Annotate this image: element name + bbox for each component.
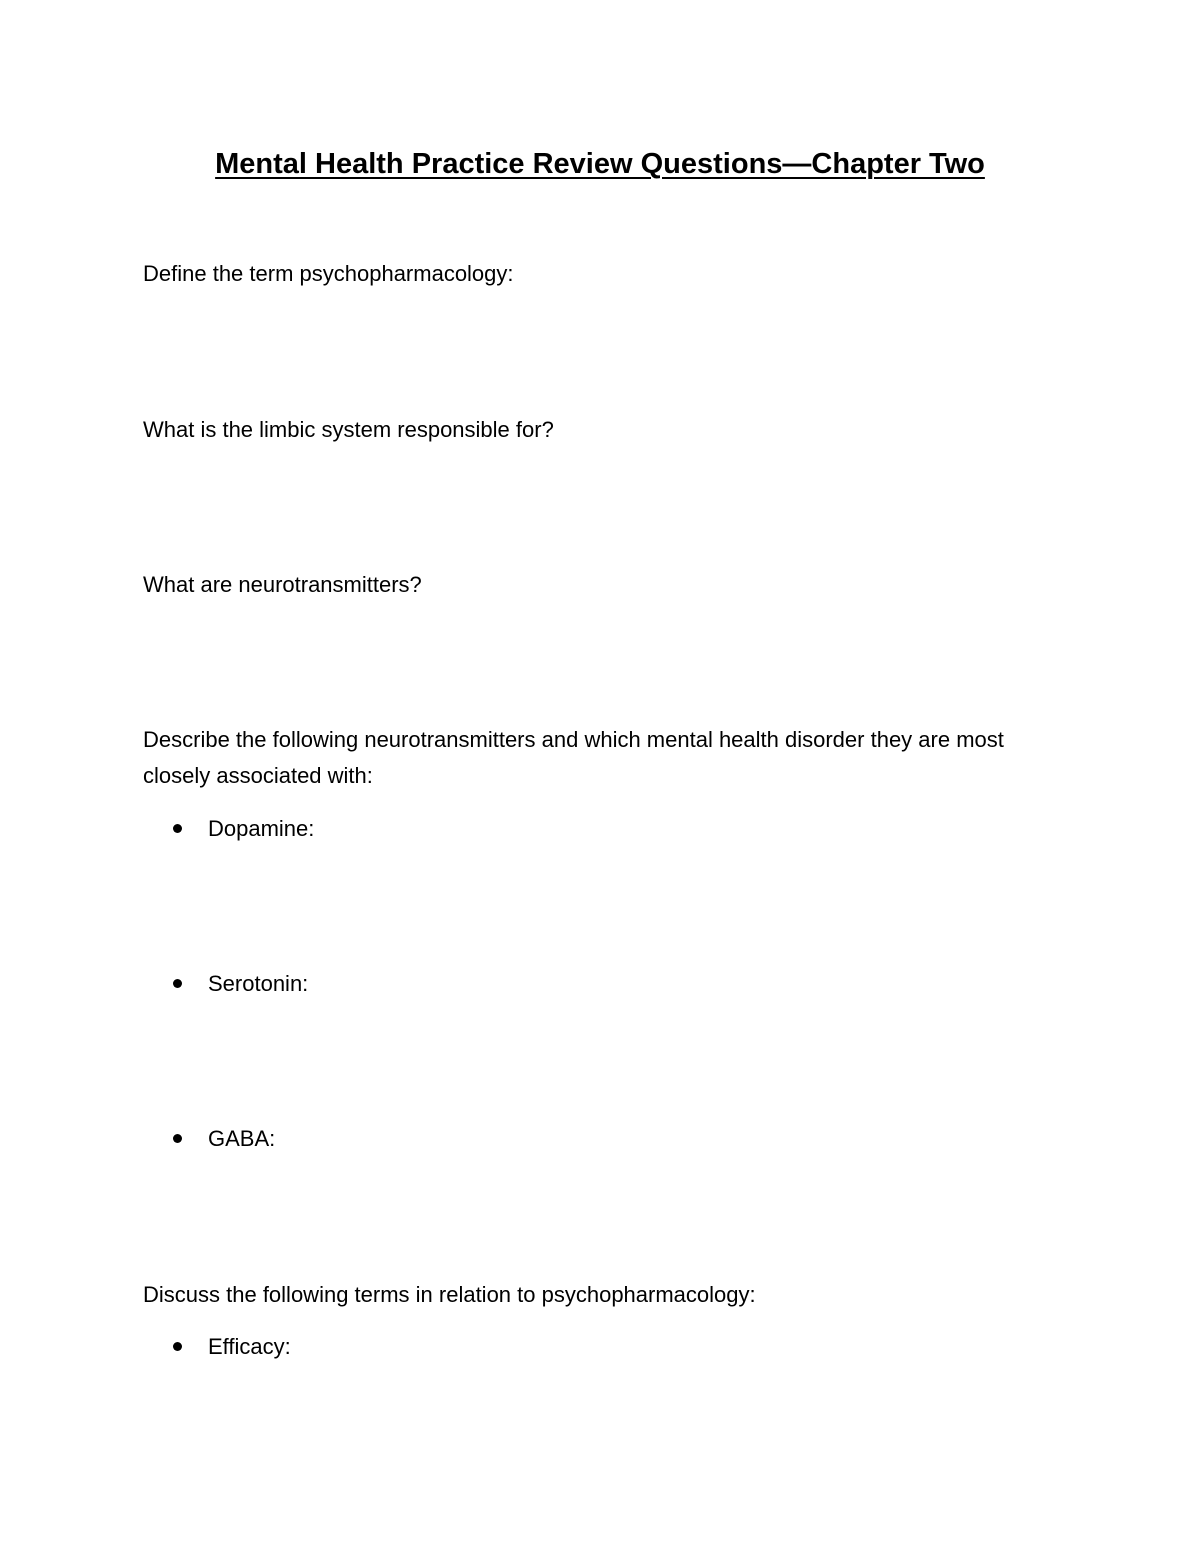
question-neurotransmitters: What are neurotransmitters? — [143, 572, 422, 597]
question-psychopharmacology: Define the term psychopharmacology: — [143, 261, 514, 286]
bullet-label: Serotonin: — [208, 971, 309, 996]
bullet-label: GABA: — [208, 1126, 276, 1151]
bullet-item-efficacy — [173, 1329, 291, 1365]
bullet-item-gaba — [173, 1121, 275, 1157]
bullet-dot-icon — [173, 824, 182, 833]
bullet-item-serotonin — [173, 966, 308, 1002]
question-describe-neurotransmitters: Describe the following neurotransmitters and which mental health disorder they are most closely associated with: — [143, 727, 1004, 788]
bullet-dot-icon — [173, 979, 182, 988]
bullet-label: Efficacy: — [208, 1334, 291, 1359]
bullet-dot-icon — [173, 1342, 182, 1351]
bullet-item-dopamine — [173, 811, 314, 847]
page-title: Mental Health Practice Review Questions—Chapter Two — [215, 148, 985, 180]
question-discuss-terms: Discuss the following terms in relation to psychopharmacology: — [143, 1282, 756, 1307]
bullet-dot-icon — [173, 1134, 182, 1143]
bullet-label: Dopamine: — [208, 816, 315, 841]
question-limbic-system: What is the limbic system responsible for? — [143, 417, 554, 442]
